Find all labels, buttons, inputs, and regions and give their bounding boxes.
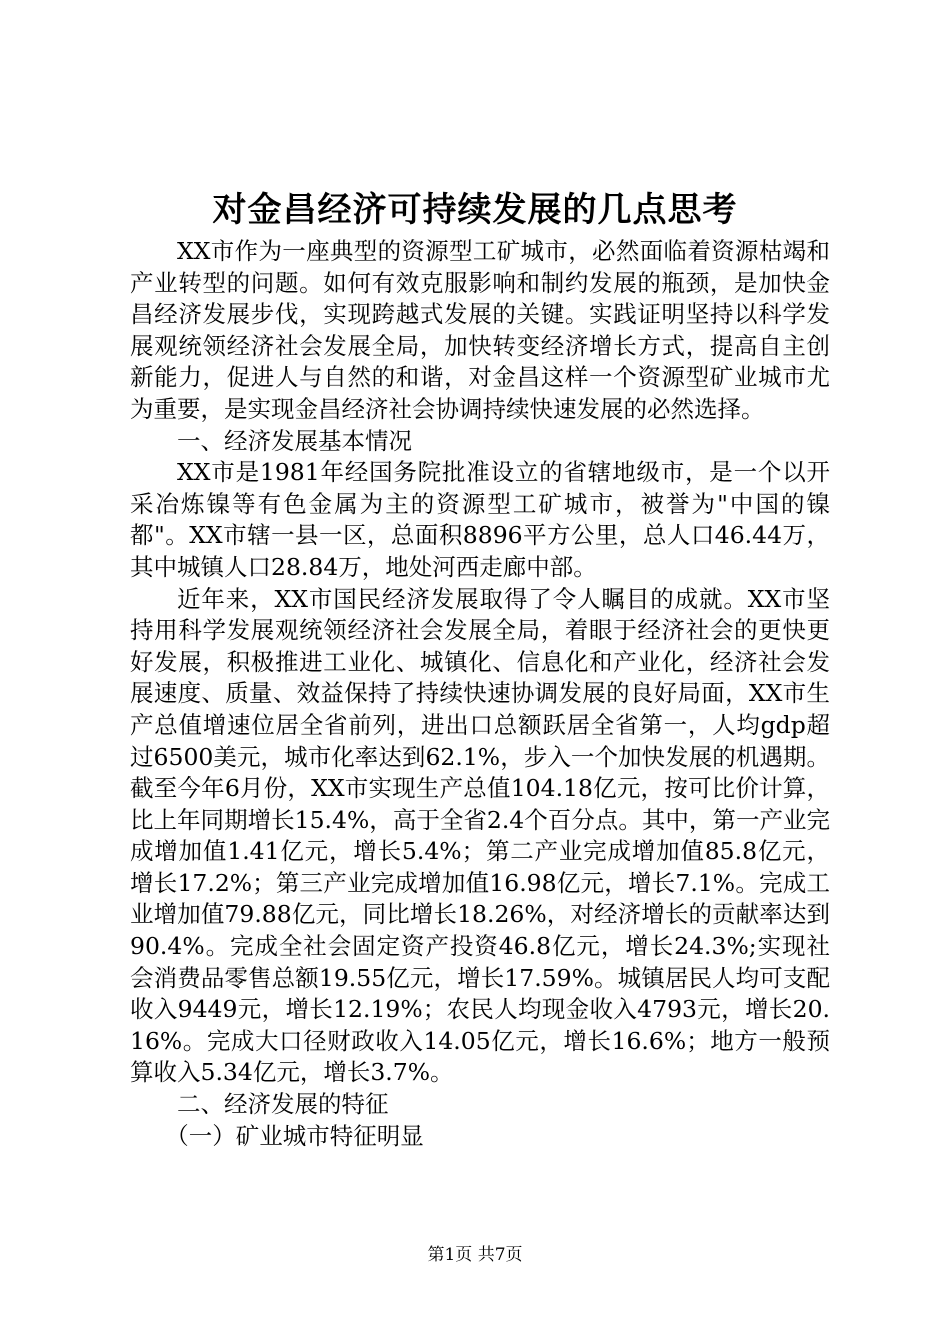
section-heading-1: 一、经济发展基本情况 <box>177 426 412 455</box>
paragraph-recent-achievements: 近年来，XX市国民经济发展取得了令人瞩目的成就。XX市坚持用科学发展观统领经济社会发展全局，着眼于经济社会的更快更好发展，积极推进工业化、城镇化、信息化和产业化，经济社会发展速度、质量、效益保持了持续快速协调发展的良好局面，XX市生产总值增速位居全省前列，进出口总额跃居全省第一，人均gdp超过6500美元，城市化率达到62.1%，步入一个加快发展的机遇期。截至今年6月份，XX市实现生产总值104.18亿元，按可比价计算，比上年同期增长15.4%，高于全省2.4个百分点。其中，第一产业完成增加值1.41亿元，增长5.4%；第二产业完成增加值85.8亿元，增长17.2%；第三产业完成增加值16.98亿元，增长7.1%。完成工业增加值79.88亿元，同比增长18.26%，对经济增长的贡献率达到90.4%。完成全社会固定资产投资46.8亿元，增长24.3%;实现社会消费品零售总额19.55亿元，增长17.59%。城镇居民人均可支配收入9449元，增长12.19%；农民人均现金收入4793元，增长20.16%。完成大口径财政收入14.05亿元，增长16.6%；地方一般预算收入5.34亿元，增长3.7%。 <box>130 584 830 1087</box>
section-heading-2: 二、经济发展的特征 <box>177 1090 389 1119</box>
paragraph-basic-info: XX市是1981年经国务院批准设立的省辖地级市，是一个以开采冶炼镍等有色金属为主的资源型工矿城市，被誉为"中国的镍都"。XX市辖一县一区，总面积8896平方公里，总人口46.44万，其中城镇人口28.84万，地处河西走廊中部。 <box>130 458 830 581</box>
document-title: 对金昌经济可持续发展的几点思考 <box>212 190 738 230</box>
page-footer: 第1页 共7页 <box>427 1245 523 1265</box>
document-body <box>130 236 830 1152</box>
paragraph-intro: XX市作为一座典型的资源型工矿城市，必然面临着资源枯竭和产业转型的问题。如何有效克服影响和制约发展的瓶颈，是加快金昌经济发展步伐，实现跨越式发展的关键。实践证明坚持以科学发展观统领经济社会发展全局，加快转变经济增长方式，提高自主创新能力，促进人与自然的和谐，对金昌这样一个资源型矿业城市尤为重要，是实现金昌经济社会协调持续快速发展的必然选择。 <box>130 237 830 423</box>
subsection-heading-1: （一）矿业城市特征明显 <box>165 1121 424 1150</box>
